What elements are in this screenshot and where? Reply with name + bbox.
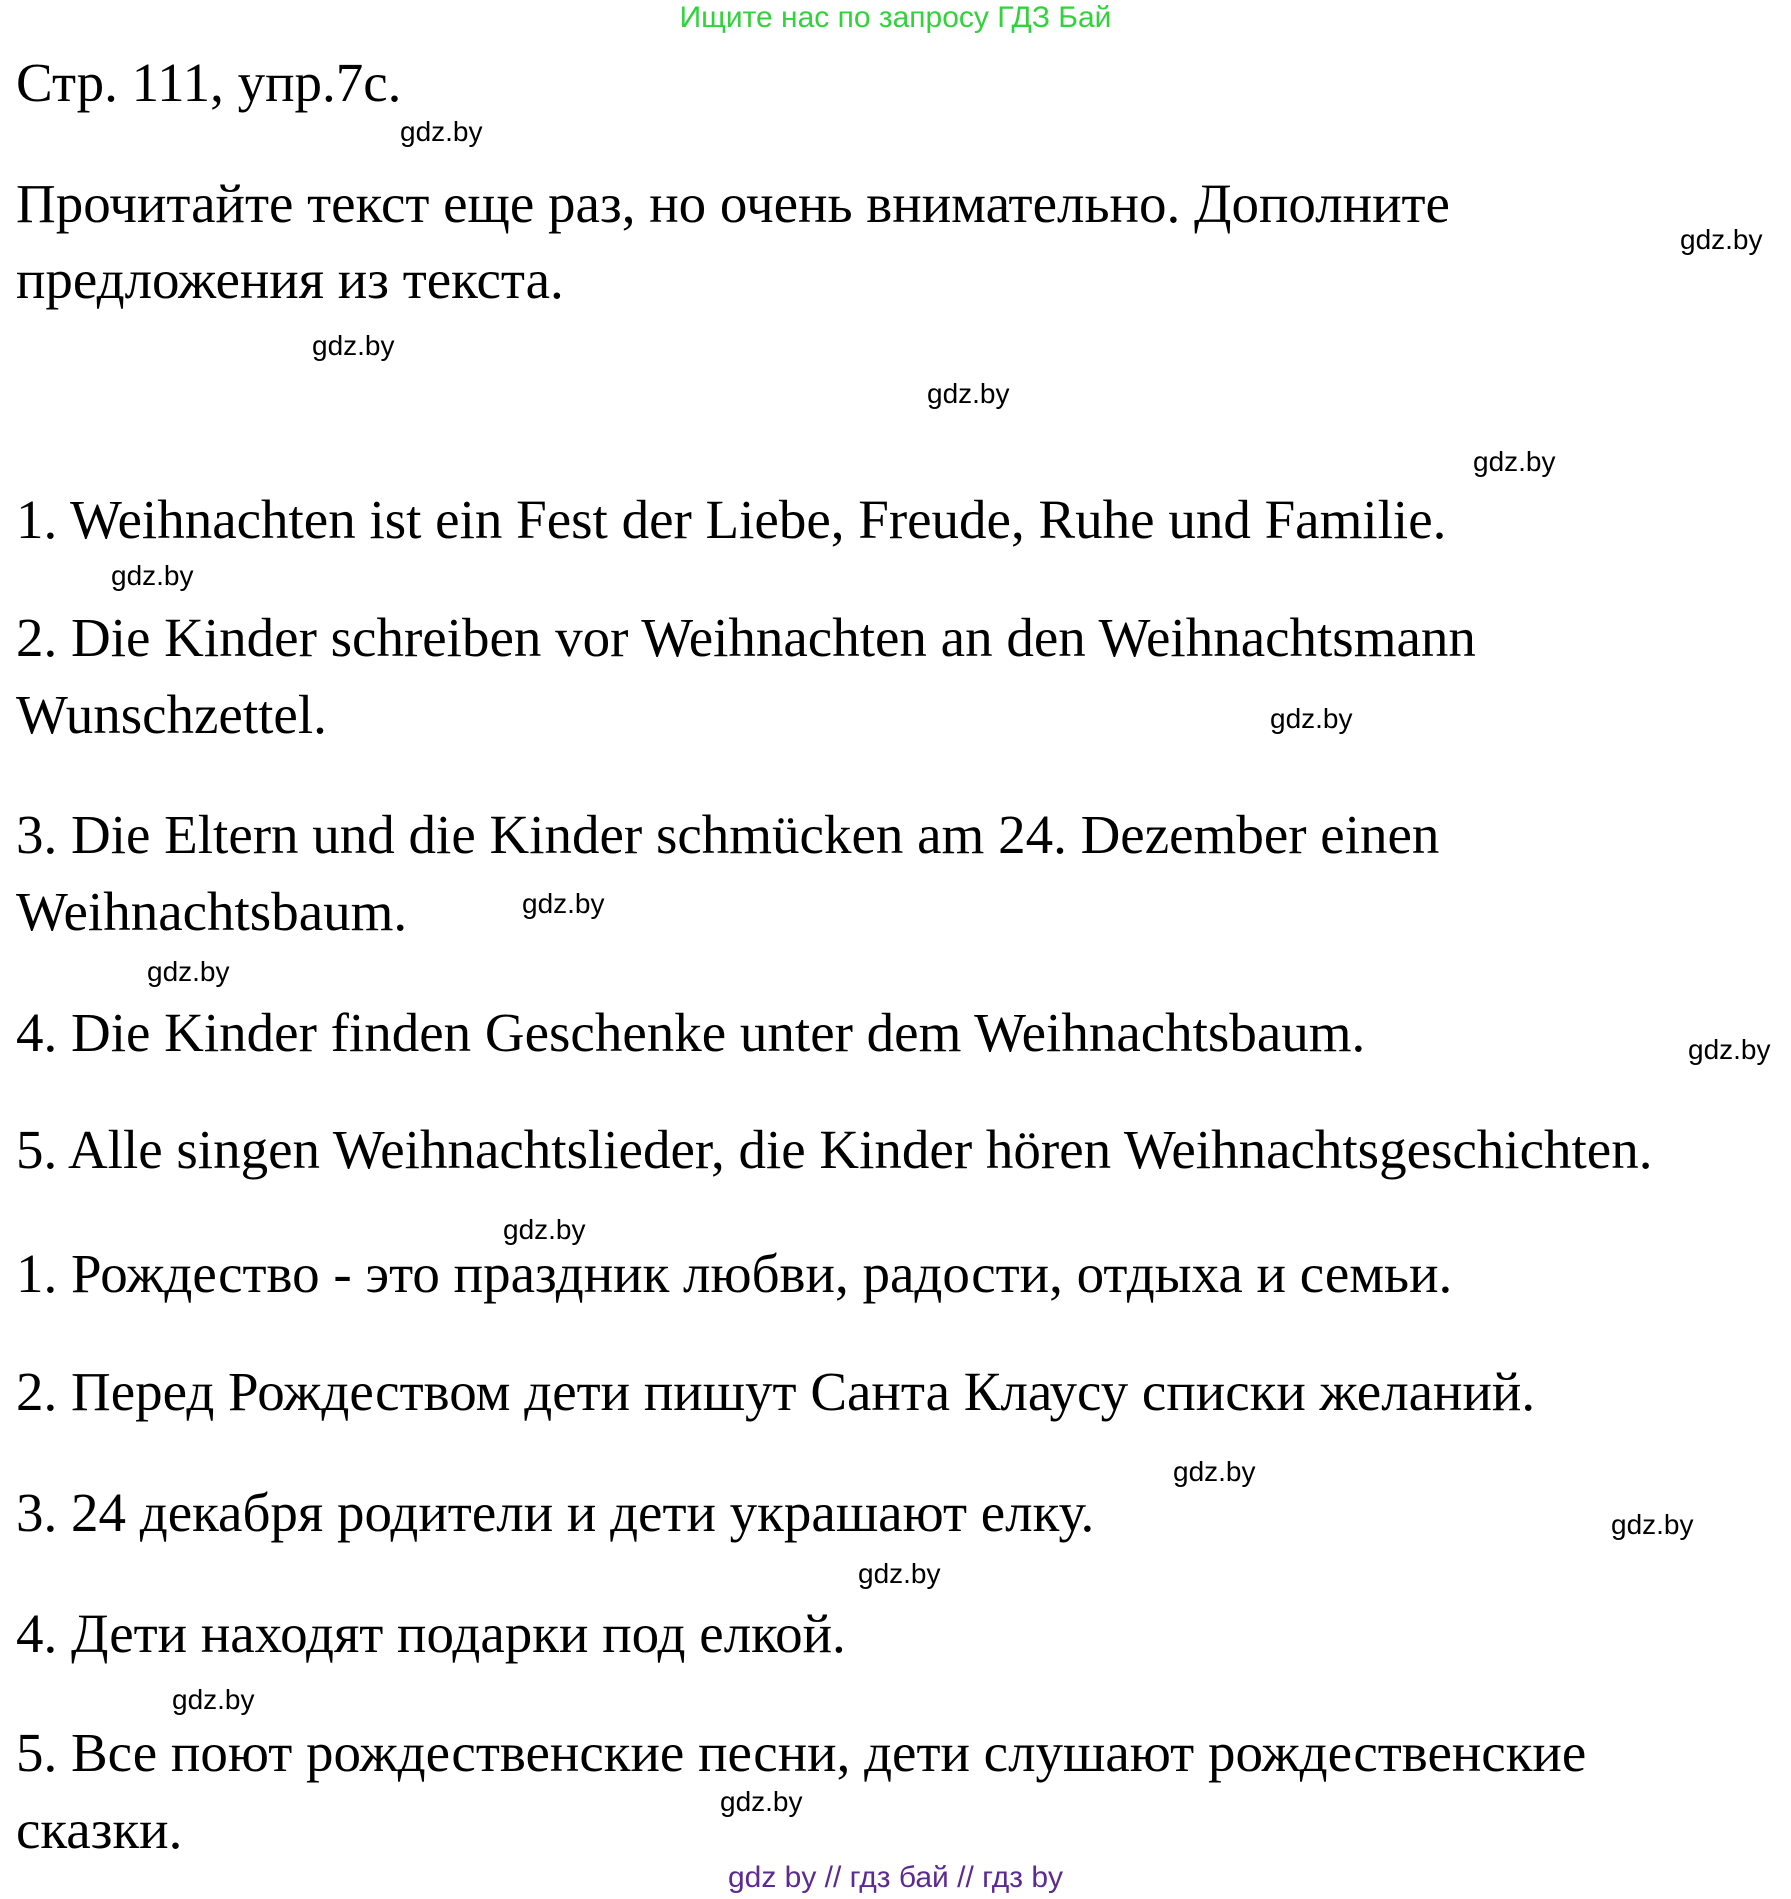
russian-sentence-5-line-2: сказки. <box>16 1799 183 1860</box>
watermark: gdz.by <box>172 1684 255 1715</box>
watermark: gdz.by <box>1270 703 1353 734</box>
russian-sentence-3: 3. 24 декабря родители и дети украшают елку. <box>16 1482 1095 1543</box>
watermark: gdz.by <box>1680 224 1763 255</box>
german-sentence-5: 5. Alle singen Weihnachtslieder, die Kinder hören Weihnachtsgeschichten. <box>16 1119 1653 1180</box>
russian-sentence-2: 2. Перед Рождеством дети пишут Санта Клаусу списки желаний. <box>16 1361 1536 1422</box>
german-sentence-2-line-1: 2. Die Kinder schreiben vor Weihnachten an den Weihnachtsmann <box>16 607 1476 668</box>
watermark: gdz.by <box>1173 1456 1256 1487</box>
russian-sentence-4: 4. Дети находят подарки под елкой. <box>16 1603 846 1664</box>
german-sentence-3-line-1: 3. Die Eltern und die Kinder schmücken am 24. Dezember einen <box>16 804 1440 865</box>
russian-sentence-5-line-1: 5. Все поют рождественские песни, дети слушают рождественские <box>16 1722 1587 1783</box>
watermark: gdz.by <box>1611 1509 1694 1540</box>
watermark: gdz.by <box>111 560 194 591</box>
task-instruction-line-1: Прочитайте текст еще раз, но очень внимательно. Дополните <box>16 173 1450 234</box>
watermark: gdz.by <box>927 378 1010 409</box>
german-sentence-2-line-2: Wunschzettel. <box>16 684 327 745</box>
watermark: gdz.by <box>720 1786 803 1817</box>
watermark: gdz.by <box>147 956 230 987</box>
watermark: gdz.by <box>858 1558 941 1589</box>
page-title: Стр. 111, упр.7с. <box>16 52 402 113</box>
watermark: gdz.by <box>1688 1034 1771 1065</box>
watermark: gdz.by <box>522 888 605 919</box>
german-sentence-3-line-2: Weihnachtsbaum. <box>16 881 408 942</box>
german-sentence-1: 1. Weihnachten ist ein Fest der Liebe, Freude, Ruhe und Familie. <box>16 489 1447 550</box>
watermark: gdz.by <box>400 116 483 147</box>
watermark: gdz.by <box>503 1214 586 1245</box>
task-instruction-line-2: предложения из текста. <box>16 249 564 310</box>
footer-links[interactable]: gdz by // гдз бай // гдз by <box>727 1861 1064 1894</box>
watermark: gdz.by <box>312 330 395 361</box>
watermark: gdz.by <box>1473 446 1556 477</box>
german-sentence-4: 4. Die Kinder finden Geschenke unter dem Weihnachtsbaum. <box>16 1002 1366 1063</box>
search-hint-link[interactable]: Ищите нас по запросу ГДЗ Бай <box>679 1 1112 34</box>
russian-sentence-1: 1. Рождество - это праздник любви, радости, отдыха и семьи. <box>16 1243 1453 1304</box>
